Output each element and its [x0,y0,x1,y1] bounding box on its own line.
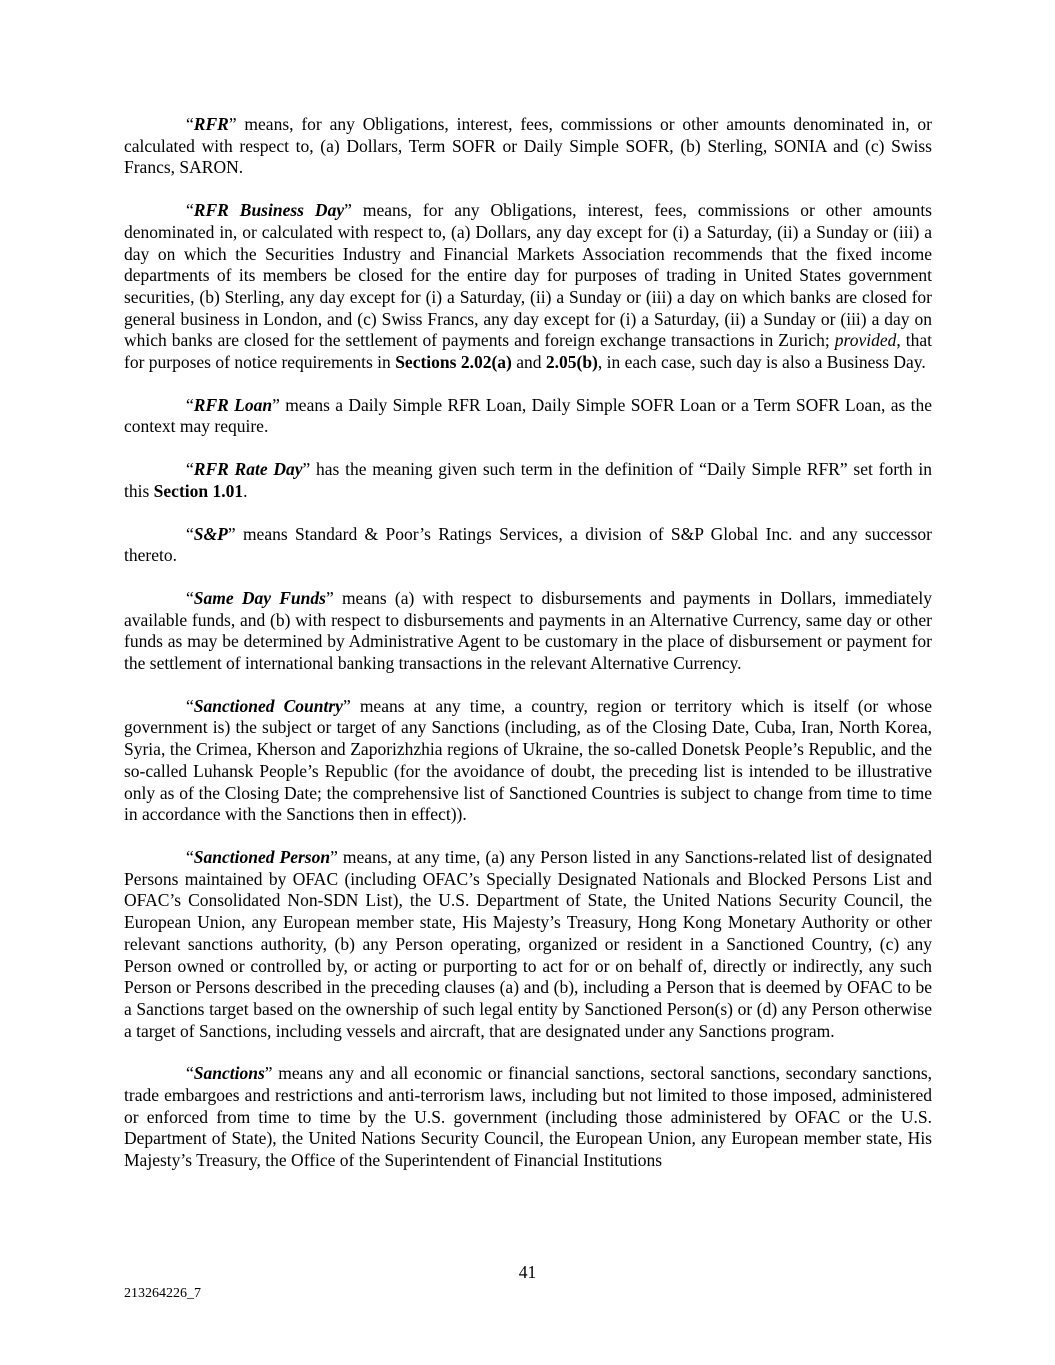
definition-paragraph [124,395,932,438]
defined-term: Sanctions [193,1063,265,1084]
defined-term: RFR [193,114,229,134]
paragraph-text: “ [186,459,194,480]
definition-paragraph [124,114,932,179]
paragraph-text: ” means, for any Obligations, interest, fees, commissions or other amounts denominated in, or calculated with respect to, (a) Dollars, Term SOFR or Daily Simple SOFR, (b) Sterling, SONIA and (c) Swiss Francs, SARON. [124,114,932,178]
paragraph-text: and [511,352,546,373]
definition-paragraph [124,524,932,567]
paragraph-text: “ [186,846,194,867]
defined-term: RFR Loan [193,394,273,415]
paragraph-text: ” means any and all economic or financial sanctions, sectoral sanctions, secondary sanctions, trade embargoes and restrictions and anti-terrorism laws, including but not limited to those imposed, administered or enforced from time to time by the U.S. government (including those administered by OFAC or the U.S. Department of State), the United Nations Security Council, the European Union, any European member state, His Majesty’s Treasury, the Office of the Superintendent of Financial Institutions [124,1063,932,1171]
defined-term: S&P [193,523,228,544]
paragraph-text: “ [186,394,194,415]
paragraph-text: ” has the meaning given such term in the definition of “Daily Simple RFR” set forth in this [124,459,932,501]
page-number: 41 [518,1262,537,1282]
paragraph-text: “ [186,1063,194,1084]
paragraph-text: Sections 2.02(a) [395,352,512,373]
paragraph-text: ” means at any time, a country, region or territory which is itself (or whose government is) the subject or target of any Sanctions (including, as of the Closing Date, Cuba, Iran, North Korea, Syria, the Crimea, Kherson and Zaporizhzhia regions of Ukraine, the so-called Donetsk People’s Republic, and the so-called Luhansk People’s Republic (for the avoidance of doubt, the preceding list is intended to be illustrative only as of the Closing Date; the comprehensive list of Sanctioned Countries is subject to change from time to time in accordance with the Sanctions then in effect)). [124,695,932,825]
paragraph-text: , that for purposes of notice requirements in [124,330,932,373]
paragraph-text: “ [186,200,194,221]
paragraph-text: , in each case, such day is also a Business Day. [597,352,926,373]
defined-term: RFR Rate Day [193,459,303,480]
paragraph-text: “ [186,587,194,608]
paragraph-text: “ [186,695,194,716]
document-id-footer: 213264226_7 [124,1286,201,1301]
defined-term: RFR Business Day [193,200,345,221]
paragraph-text: provided [834,330,897,351]
paragraph-text: ” means, for any Obligations, interest, fees, commissions or other amounts denominated in, or calculated with respect to, (a) Dollars, any day except for (i) a Saturday, (ii) a Sunday or (iii) a day on which the Securities Industry and Financial Markets Association recommends that the fixed income departments of its members be closed for the entire day for purposes of trading in United States government securities, (b) Sterling, any day except for (i) a Saturday, (ii) a Sunday or (iii) a day on which banks are closed for general business in London, and (c) Swiss Francs, any day except for (i) a Saturday, (ii) a Sunday or (iii) a day on which banks are closed for the settlement of payments and foreign exchange transactions in Zurich; [124,200,932,351]
defined-term: Sanctioned Person [193,846,331,867]
paragraph-text: ” means a Daily Simple RFR Loan, Daily Simple SOFR Loan or a Term SOFR Loan, as the context may require. [124,394,932,437]
paragraph-text: ” means Standard & Poor’s Ratings Services, a division of S&P Global Inc. and any successor thereto. [124,523,932,566]
document-body [124,114,932,1193]
paragraph-text: “ [186,523,194,544]
paragraph-text: . [243,480,248,501]
defined-term: Sanctioned Country [193,695,343,716]
paragraph-text: ” means (a) with respect to disbursements and payments in Dollars, immediately available funds, and (b) with respect to disbursements and payments in an Alternative Currency, same day or other funds as may be determined by Administrative Agent to be customary in the place of disbursement or payment for the settlement of international banking transactions in the relevant Alternative Currency. [124,587,933,674]
paragraph-text: Section 1.01 [153,480,244,501]
definition-paragraph [124,588,932,675]
paragraph-text: ” means, at any time, (a) any Person listed in any Sanctions-related list of designated Persons maintained by OFAC (including OFAC’s Specially Designated Nationals and Blocked Persons List and OFAC’s Consolidated Non-SDN List), the U.S. Department of State, the United Nations Security Council, the European Union, any European member state, His Majesty’s Treasury, Hong Kong Monetary Authority or other relevant sanctions authority, (b) any Person operating, organized or resident in a Sanctioned Country, (c) any Person owned or controlled by, or acting or purporting to act for or on behalf of, directly or indirectly, any such Person or Persons described in the preceding clauses (a) and (b), including a Person that is deemed by OFAC to be a Sanctions target based on the ownership of such legal entity by Sanctioned Person(s) or (d) any Person otherwise a target of Sanctions, including vessels and aircraft, that are designated under any Sanctions program. [124,846,932,1041]
defined-term: Same Day Funds [193,587,326,608]
definition-paragraph [124,847,932,1042]
definition-paragraph [124,459,932,502]
paragraph-text: “ [186,114,194,134]
definition-paragraph [124,1063,932,1172]
definition-paragraph [124,200,932,374]
paragraph-text: 2.05(b) [545,352,598,373]
definition-paragraph [124,696,932,826]
